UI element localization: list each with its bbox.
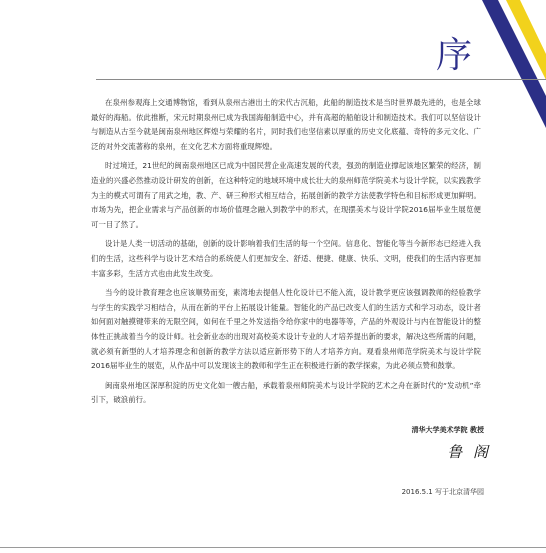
author-affiliation: 清华大学美术学院 教授 xyxy=(411,426,484,434)
preface-body xyxy=(91,96,481,413)
title-divider xyxy=(96,79,546,80)
page-bottom-line xyxy=(0,547,546,548)
page-title: 序 xyxy=(436,35,473,76)
paragraph: 在泉州参观海上交通博物馆，看到从泉州古港出土的宋代古沉船，此船的制造技术是当时世界最先进的，也是全球最好的海船。依此推断，宋元时期泉州已成为我国海船制造中心，并有高超的船舶设计和制造技术。我们可以坚信设计与制造从古至今就是闽南泉州地区辉煌与荣耀的名片，同时我们也坚信素以厚重的历史文化底蕴、奇特的多元文化、广泛的对外交流著称的泉州，在文化艺术方面将重现辉煌。 xyxy=(91,98,481,151)
paragraph: 设计是人类一切活动的基础，创新的设计影响着我们生活的每一个空间。信息化、智能化等当今新形态已经进入我们的生活，这些科学与设计艺术结合的系统使人们更加安全、舒适、便捷、健康、快乐、文明，使我们的生活内容更加丰富多彩，生活方式也由此发生改变。 xyxy=(91,239,481,278)
stripe-yellow xyxy=(506,0,546,80)
signing-date: 2016.5.1 写于北京清华园 xyxy=(401,488,484,496)
paragraph: 当今的设计教育理念也应该顺势而变，素湾地去提倡人性化设计已不能入流，设计教学更应该强调教师的经验教学与学生的实践学习相结合，从而在新的平台上拓展设计能量。智能化的产品已改变人们的生活方式和学习动态，设计者如何面对触摸键带来的无限空间，如何在千里之外发送指令给你家中的电器等等，产品的外观设计与内在智能设计的整体性正挑战着当今的设计师。社会新业态的出现对高校美术设计专业的人才培养提出新的要求，解决这些所需的问题，就必须有新型的人才培养理念和创新的教学方法以适应新形势下的人才培养方向。观看泉州师范学院美术与设计学院2016届毕业生的展览，从作品中可以发现该主的教师和学生正在积极进行新的教学探索，为此必须点赞和鼓掌。 xyxy=(91,288,481,371)
author-signature: 鲁 阁 xyxy=(447,443,491,461)
paragraph: 闽南泉州地区深厚积淀的历史文化如一艘古船，承载着泉州师院美术与设计学院的艺术之舟在新时代的“发动机”牵引下，破浪前行。 xyxy=(91,380,481,405)
stripe-navy xyxy=(482,0,546,128)
paragraph: 时过境迁，21世纪的闽南泉州地区已成为中国民营企业高速发展的代表，强劲的制造业撑起该地区繁荣的经济，制造业的兴盛必然推动设计研发的创新，在这种特定的地域环境中成长壮大的泉州师范学院美术与设计学院，以实践教学为主的模式可谓有了用武之地，教、产、研三种形式相互结合，拓展创新的教学方法使教学特色和目标形成更加鲜明。市场为先，把企业需求与产品创新的市场价值理念融入到教学中的形式，在现摆美术与设计学院2016届毕业生展览便可一目了然了。 xyxy=(91,161,481,229)
